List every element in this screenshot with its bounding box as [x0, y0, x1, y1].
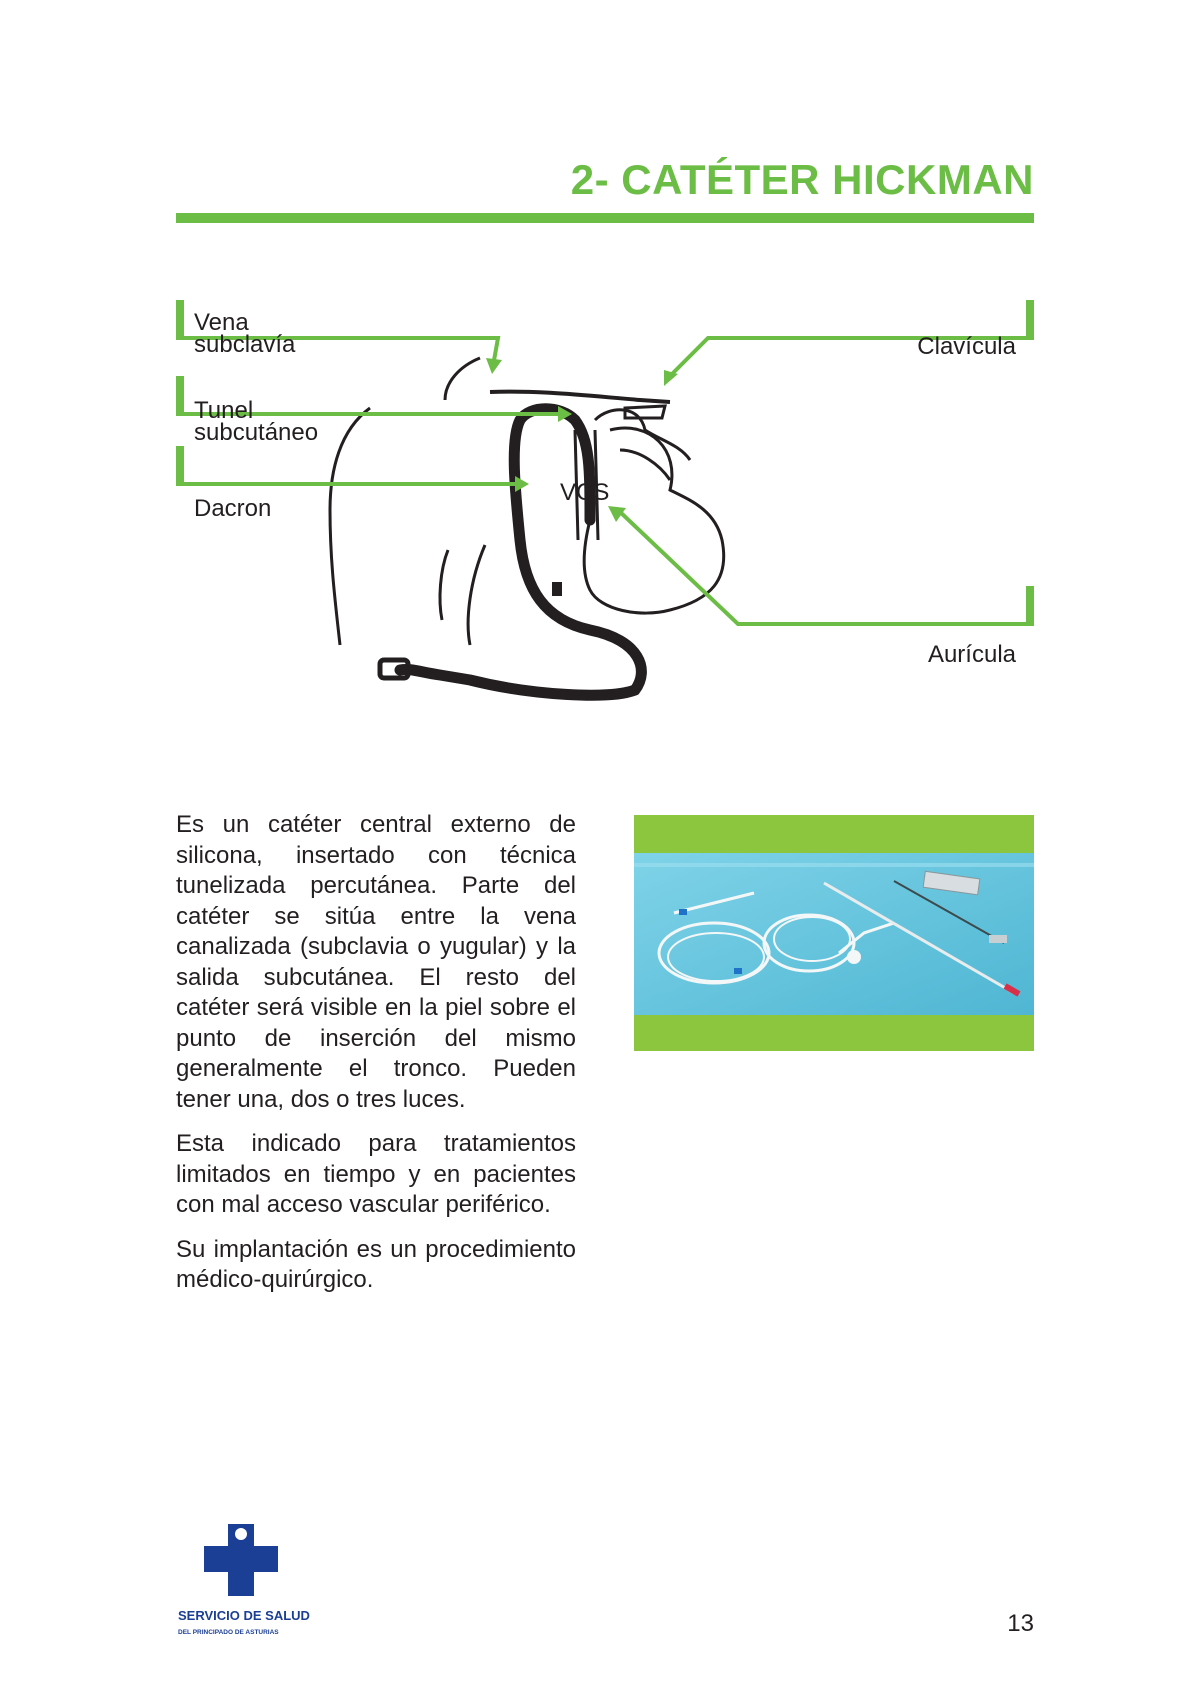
heart-outline	[584, 428, 724, 613]
label-tunel-line1: Tunel	[194, 397, 254, 424]
label-dacron: Dacron	[194, 495, 272, 522]
arrowhead-dacron	[515, 476, 529, 492]
photo-frame	[634, 815, 1034, 1051]
callout-bar-clavicula	[1026, 300, 1034, 340]
logo-text-line1: SERVICIO DE SALUD	[178, 1608, 310, 1623]
clavicle-shape	[490, 392, 670, 402]
callout-bar-tunel	[176, 376, 184, 416]
hickman-diagram	[170, 300, 1040, 720]
label-vena-line2: subclavía	[194, 331, 296, 358]
paragraph-1: Es un catéter central externo de silicona, insertado con técnica tunelizada percutánea. Parte del catéter se sitúa entre la vena canalizada (subclavia o yugular) y la salida subcutánea. El resto del catéter será visible en la piel sobre el punto de inserción del mismo generalmente el tronco. Pueden tener una, dos o tres luces.	[176, 811, 576, 1113]
callout-bar-auricula	[1026, 586, 1034, 626]
page-number: 13	[1007, 1610, 1034, 1637]
label-vcs: VCS	[560, 479, 610, 506]
logo-text-line2: DEL PRINCIPADO DE ASTURIAS	[178, 1629, 279, 1636]
arm-line	[468, 545, 485, 645]
callout-bar-dacron	[176, 446, 184, 484]
label-tunel-line2: subcutáneo	[194, 419, 319, 446]
arrowhead-vena	[486, 358, 502, 374]
label-vena-line1: Vena	[194, 309, 249, 336]
label-tunel	[194, 397, 319, 446]
label-auricula: Aurícula	[927, 641, 1016, 668]
arm-line-2	[440, 550, 448, 620]
catheter-kit-photo	[634, 853, 1034, 1015]
page-title: 2- CATÉTER HICKMAN	[570, 156, 1034, 203]
label-vena	[194, 309, 296, 358]
callout-bar-vena	[176, 300, 184, 340]
body-outline	[330, 408, 370, 645]
dacron-cuff	[552, 582, 562, 596]
neck-line	[445, 358, 480, 400]
title-rule	[176, 213, 1034, 223]
vessel-outline	[620, 450, 670, 480]
servicio-salud-logo	[176, 1520, 322, 1640]
label-clavicula: Clavícula	[917, 333, 1016, 360]
paragraph-2: Esta indicado para tratamientos limitados en tiempo y en pacientes con mal acceso vascular periférico.	[176, 1130, 576, 1218]
body-text	[176, 810, 576, 1310]
paragraph-3: Su implantación es un procedimiento médico-quirúrgico.	[176, 1235, 576, 1293]
catheter-line	[400, 409, 641, 695]
